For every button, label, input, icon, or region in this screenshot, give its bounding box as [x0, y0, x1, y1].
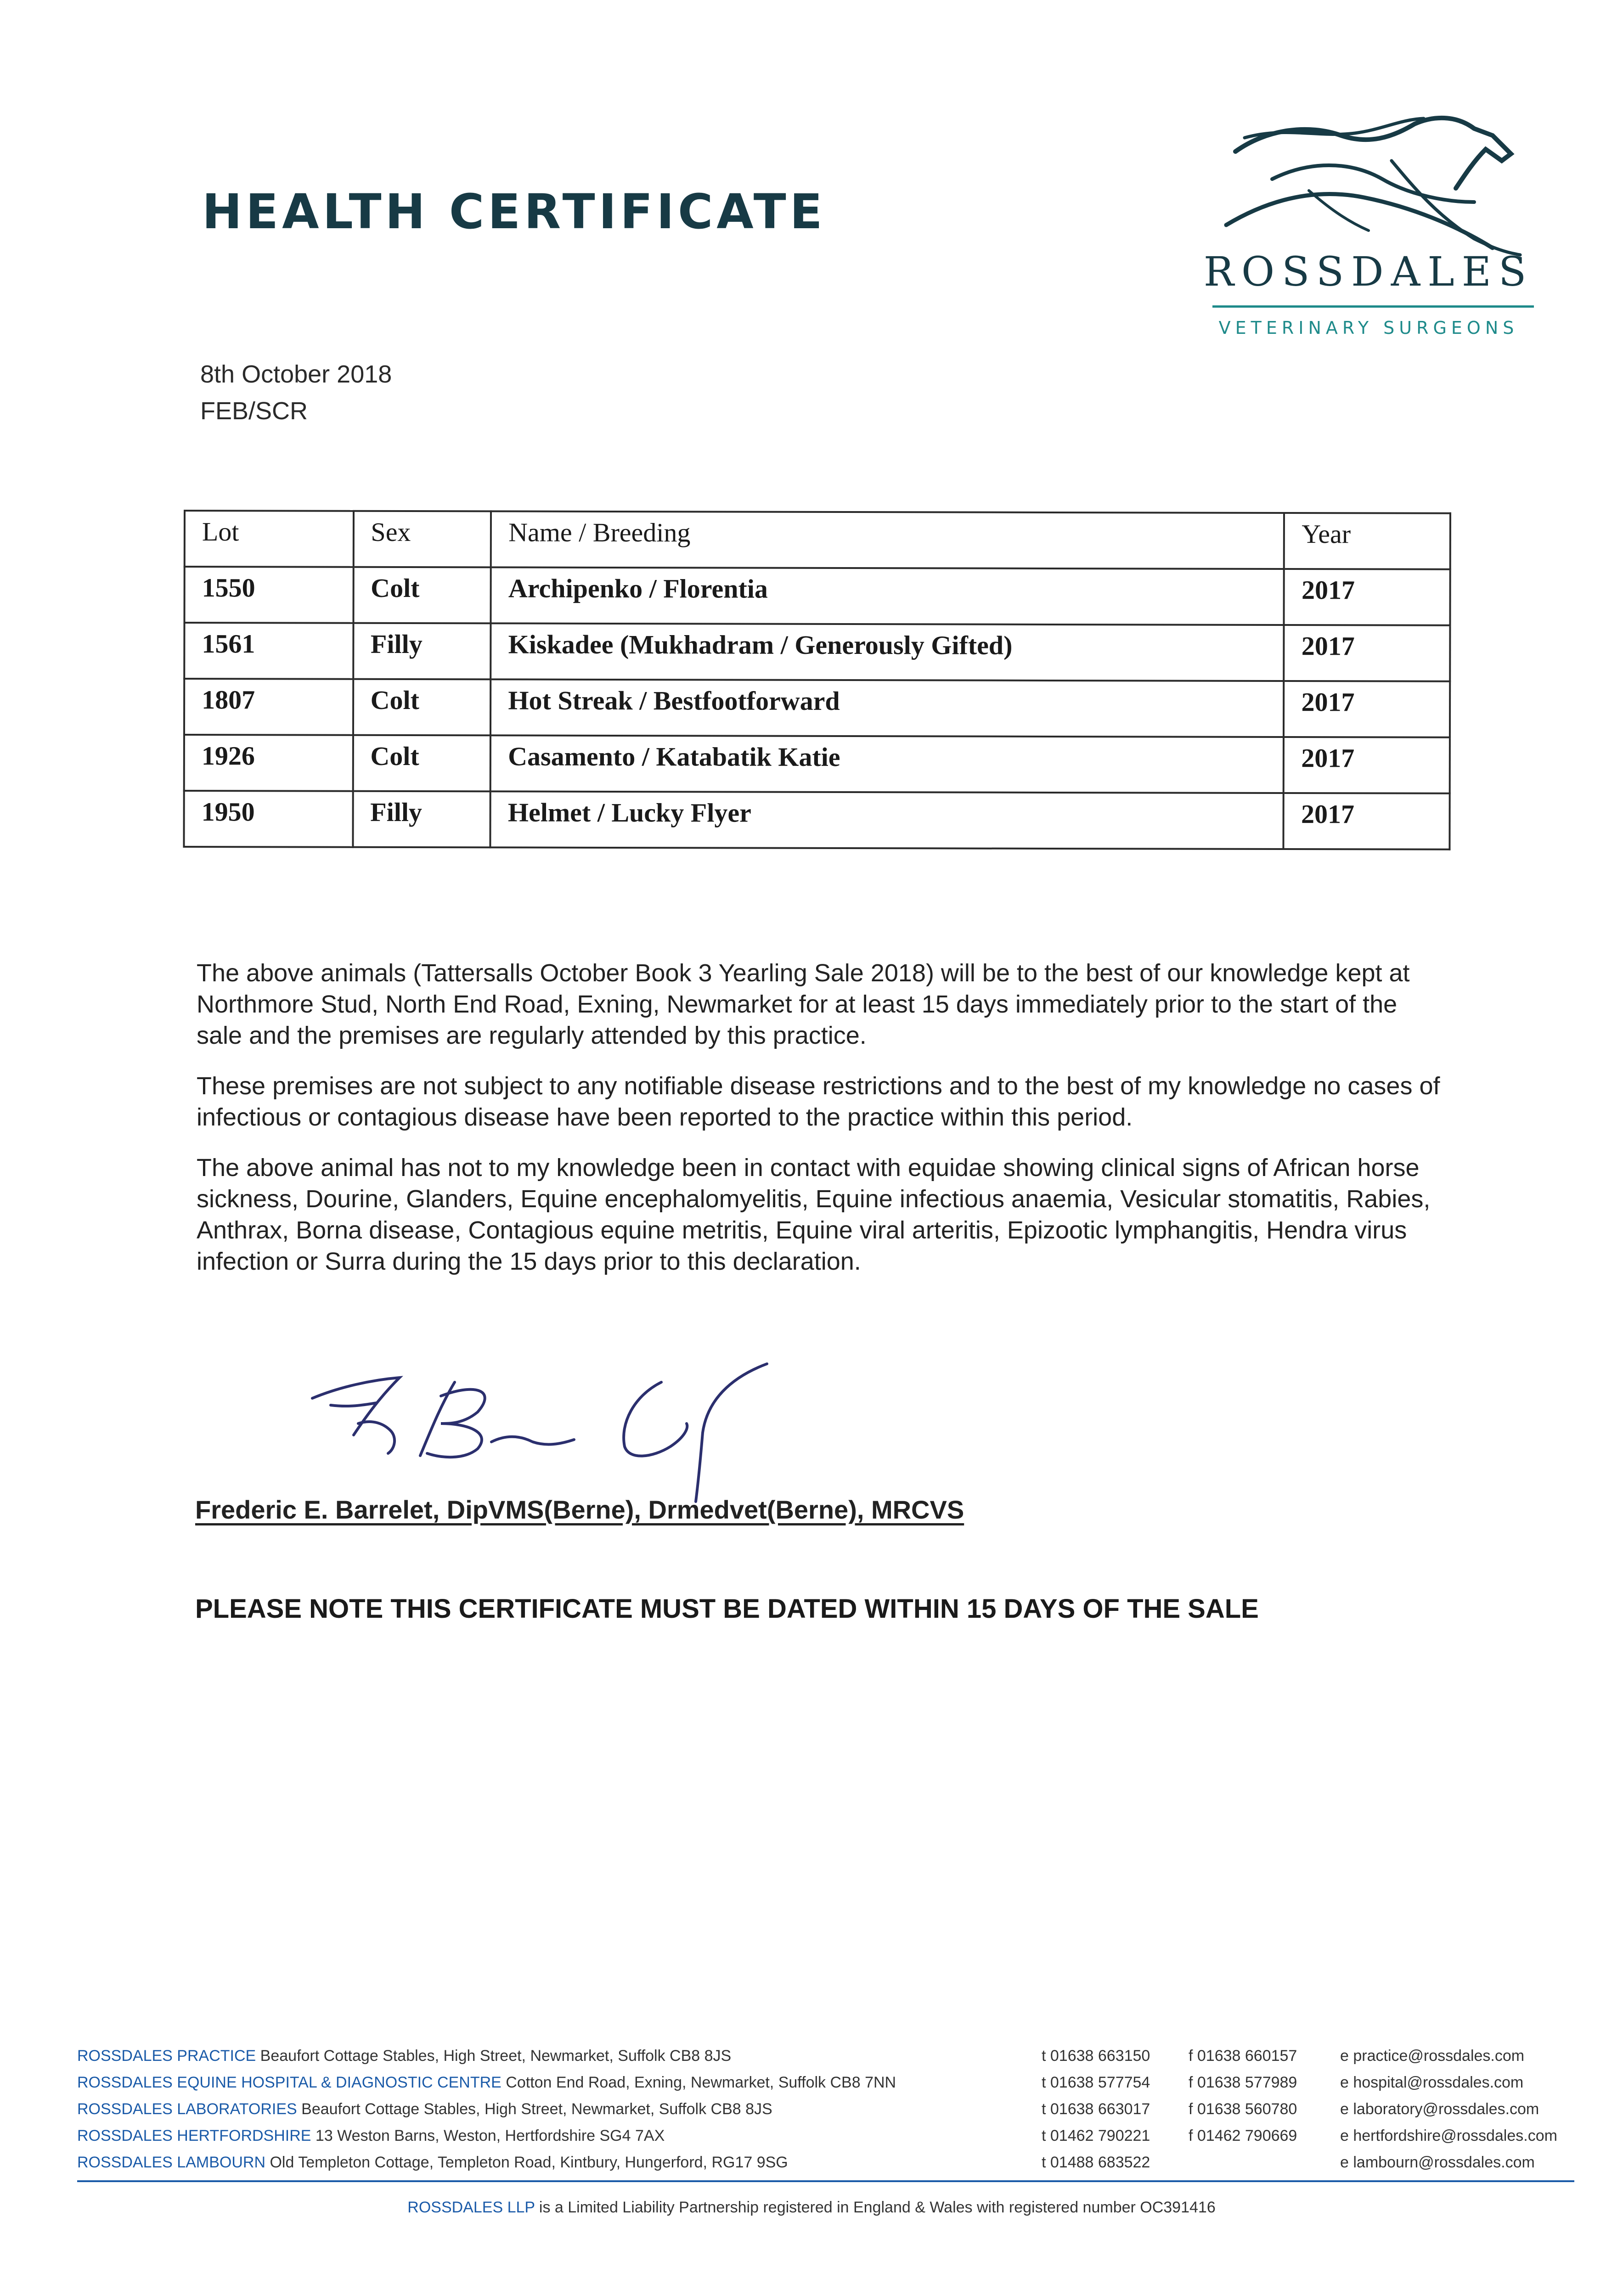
document-meta: [200, 356, 392, 429]
office-telephone: t 01462 790221: [1042, 2127, 1150, 2144]
rossdales-logo: [1203, 110, 1534, 349]
cell-name-breeding: Hot Streak / Bestfootforward: [490, 679, 1284, 737]
cell-name-breeding: Helmet / Lucky Flyer: [490, 791, 1284, 849]
legal-entity-name: ROSSDALES LLP: [407, 2199, 535, 2216]
office-row: [77, 2127, 1574, 2154]
office-address: 13 Weston Barns, Weston, Hertfordshire SG4 7AX: [315, 2127, 665, 2144]
header-year: Year: [1284, 513, 1450, 569]
office-row: [77, 2154, 1574, 2180]
cell-year: 2017: [1284, 625, 1450, 681]
brand-divider: [1212, 305, 1534, 308]
office-telephone: t 01638 663150: [1042, 2047, 1150, 2065]
dating-notice: PLEASE NOTE THIS CERTIFICATE MUST BE DATED WITHIN 15 DAYS OF THE SALE: [195, 1594, 1259, 1624]
handwritten-signature: [303, 1355, 808, 1506]
document-reference: FEB/SCR: [200, 397, 308, 425]
table-row: [184, 623, 1450, 681]
cell-year: 2017: [1284, 737, 1450, 793]
office-fax: f 01638 660157: [1189, 2047, 1297, 2065]
cell-year: 2017: [1284, 793, 1450, 850]
footer-divider: [77, 2180, 1574, 2182]
cell-lot: 1807: [184, 679, 353, 735]
brand-name: ROSSDALES: [1203, 248, 1534, 295]
certificate-body: [197, 957, 1441, 1296]
office-row: [77, 2074, 1574, 2100]
office-name: ROSSDALES PRACTICE: [77, 2047, 256, 2065]
office-email: e hospital@rossdales.com: [1340, 2074, 1524, 2091]
office-email: e practice@rossdales.com: [1340, 2047, 1525, 2065]
office-address: Beaufort Cottage Stables, High Street, Newmarket, Suffolk CB8 8JS: [301, 2100, 772, 2118]
signatory-name: Frederic E. Barrelet, DipVMS(Berne), Drmedvet(Berne), MRCVS: [195, 1495, 964, 1524]
cell-sex: Filly: [353, 623, 491, 680]
footer-offices: [77, 2047, 1574, 2180]
cell-sex: Colt: [353, 735, 490, 792]
cell-lot: 1550: [184, 567, 353, 623]
office-name: ROSSDALES HERTFORDSHIRE: [77, 2127, 311, 2144]
office-fax: f 01638 560780: [1189, 2100, 1297, 2118]
office-row: [77, 2100, 1574, 2127]
office-telephone: t 01638 663017: [1042, 2100, 1150, 2118]
cell-name-breeding: Archipenko / Florentia: [491, 567, 1284, 625]
table-row: [184, 567, 1450, 625]
office-fax: f 01638 577989: [1189, 2074, 1297, 2091]
table-row: [184, 735, 1450, 793]
header-lot: Lot: [185, 511, 354, 567]
office-name: ROSSDALES LAMBOURN: [77, 2154, 265, 2171]
office-telephone: t 01488 683522: [1042, 2154, 1150, 2171]
legal-notice: [0, 2199, 1623, 2217]
cell-lot: 1561: [184, 623, 353, 679]
office-name: ROSSDALES EQUINE HOSPITAL & DIAGNOSTIC CENTRE: [77, 2074, 502, 2091]
document-title: HEALTH CERTIFICATE: [202, 184, 826, 240]
office-name: ROSSDALES LABORATORIES: [77, 2100, 297, 2118]
office-address: Beaufort Cottage Stables, High Street, Newmarket, Suffolk CB8 8JS: [260, 2047, 732, 2065]
table-header-row: [185, 511, 1450, 569]
office-fax: f 01462 790669: [1189, 2127, 1297, 2144]
document-date: 8th October 2018: [200, 360, 392, 388]
cell-name-breeding: Casamento / Katabatik Katie: [490, 735, 1284, 793]
office-email: e lambourn@rossdales.com: [1340, 2154, 1535, 2171]
body-paragraph-diseases: The above animal has not to my knowledge been in contact with equidae showing clinical signs of African horse sickness, Dourine, Glanders, Equine encephalomyelitis, Equine infectious anaemia, Vesicular stomatitis, Rabies, Anthrax, Borna disease, Contagious equine metritis, Equine viral arteritis, Epizootic lymphangitis, Hendra virus infection or Surra during the 15 days prior to this declaration.: [197, 1154, 1431, 1275]
cell-sex: Filly: [353, 791, 490, 848]
cell-lot: 1926: [184, 735, 353, 791]
cell-name-breeding: Kiskadee (Mukhadram / Generously Gifted): [491, 623, 1284, 681]
legal-entity-text: is a Limited Liability Partnership registered in England & Wales with registered number OC391416: [539, 2199, 1216, 2216]
brand-subtitle: VETERINARY SURGEONS: [1218, 318, 1519, 338]
table-row: [184, 679, 1450, 737]
header-sex: Sex: [353, 511, 491, 568]
office-address: Cotton End Road, Exning, Newmarket, Suffolk CB8 7NN: [506, 2074, 896, 2091]
office-telephone: t 01638 577754: [1042, 2074, 1150, 2091]
office-row: [77, 2047, 1574, 2074]
office-address: Old Templeton Cottage, Templeton Road, Kintbury, Hungerford, RG17 9SG: [270, 2154, 788, 2171]
cell-year: 2017: [1284, 681, 1450, 737]
horse-logo-icon: [1217, 110, 1534, 257]
office-email: e laboratory@rossdales.com: [1340, 2100, 1539, 2118]
body-paragraph-premises: The above animals (Tattersalls October Book 3 Yearling Sale 2018) will be to the best of our knowledge kept at Northmore Stud, North End Road, Exning, Newmarket for at least 15 days immediately prior to the start of the sale and the premises are regularly attended by this practice.: [197, 959, 1410, 1049]
cell-lot: 1950: [184, 791, 353, 847]
office-email: e hertfordshire@rossdales.com: [1340, 2127, 1557, 2144]
cell-sex: Colt: [353, 567, 491, 624]
cell-sex: Colt: [353, 679, 491, 736]
header-name-breeding: Name / Breeding: [491, 511, 1284, 569]
cell-year: 2017: [1284, 569, 1450, 625]
table-row: [184, 791, 1449, 850]
body-paragraph-restrictions: These premises are not subject to any notifiable disease restrictions and to the best of my knowledge no cases of infectious or contagious disease have been reported to the practice within this period.: [197, 1072, 1440, 1131]
lots-table: [183, 510, 1451, 850]
